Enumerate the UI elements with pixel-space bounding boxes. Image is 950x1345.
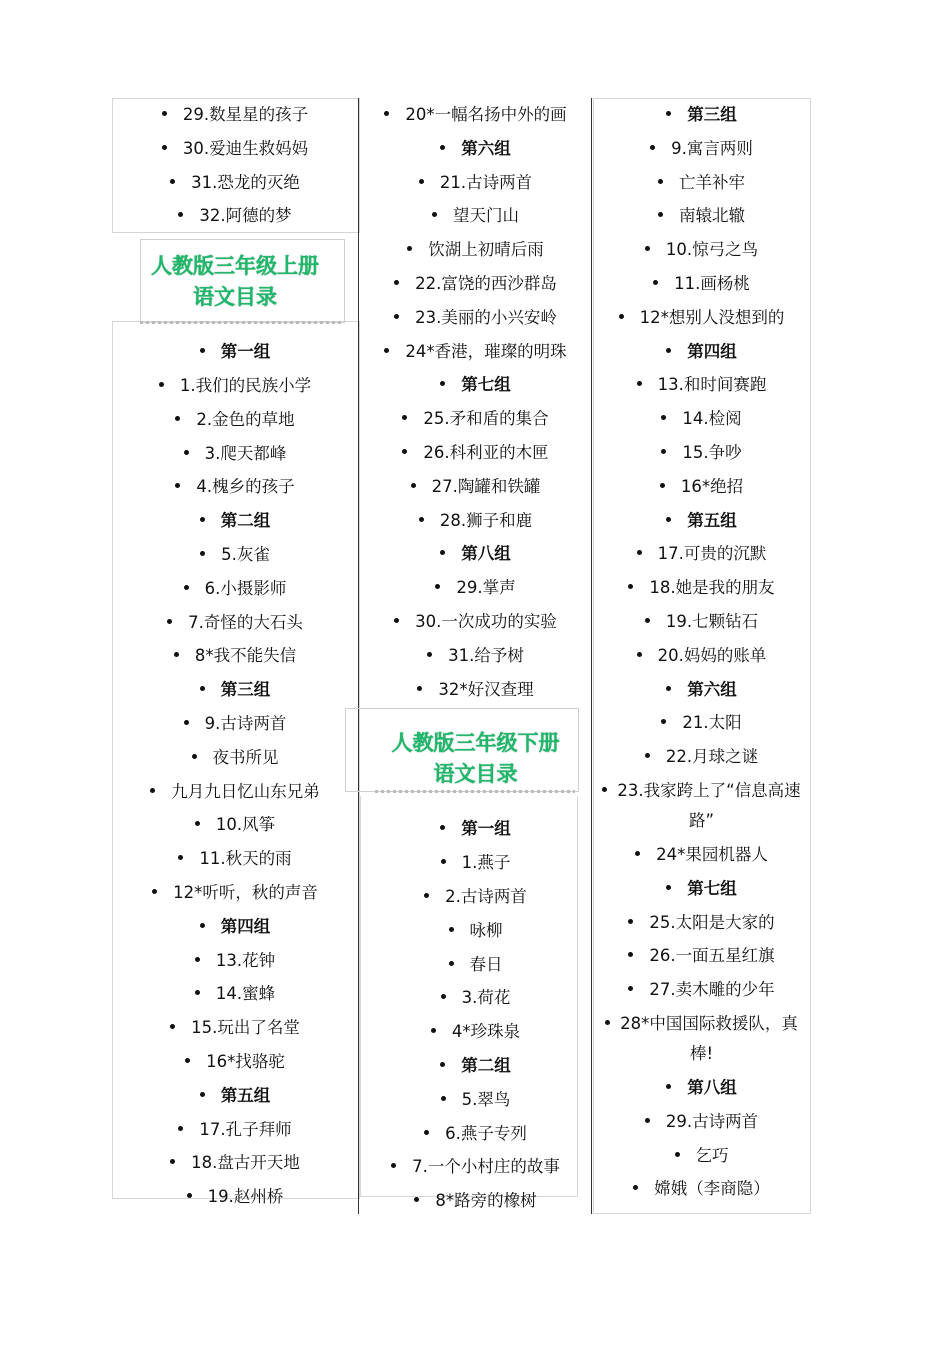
bullet-icon (178, 212, 183, 217)
lesson-list-grade3-vol1-end (112, 98, 358, 233)
list-item (593, 973, 810, 1007)
group-heading (593, 504, 810, 538)
bullet-icon (661, 415, 666, 420)
bullet-icon (424, 1130, 429, 1135)
bullet-icon (628, 952, 633, 957)
list-item (360, 267, 591, 301)
list-item (360, 571, 591, 605)
bullet-icon (628, 919, 633, 924)
bullet-icon (666, 1084, 671, 1089)
list-item (593, 740, 810, 774)
item-text: 20*一幅名扬中外的画 (405, 105, 567, 124)
bullet-icon (441, 859, 446, 864)
bullet-icon (660, 483, 665, 488)
bullet-icon (635, 851, 640, 856)
list-item (593, 267, 810, 301)
item-text: 春日 (469, 954, 503, 974)
list-item (112, 437, 358, 471)
list-item (593, 639, 810, 673)
list-item (112, 876, 358, 910)
item-text: 第八组 (461, 544, 511, 564)
list-item (360, 639, 591, 673)
list-item (112, 606, 358, 640)
bullet-icon (394, 280, 399, 285)
bullet-icon (435, 584, 440, 589)
bullet-icon (650, 145, 655, 150)
item-text: 2.古诗两首 (445, 886, 527, 906)
item-text: 30.爱迪生救妈妈 (182, 138, 309, 158)
bullet-icon (159, 382, 164, 387)
item-text: 21.太阳 (682, 713, 742, 733)
item-text: 1.燕子 (461, 853, 511, 873)
list-item (360, 846, 591, 880)
item-text: 20.妈妈的账单 (657, 645, 767, 665)
lesson-list-grade3-vol2-continued (593, 98, 810, 1206)
list-item (360, 981, 591, 1015)
item-text: 19.七颗钻石 (665, 611, 759, 631)
item-text: 8*路旁的橡树 (435, 1191, 537, 1211)
bullet-icon (184, 585, 189, 590)
item-text: 29.掌声 (456, 578, 516, 598)
item-text: 南辕北辙 (679, 206, 745, 226)
list-item (112, 775, 358, 809)
list-item (360, 1015, 591, 1049)
item-text: 饮湖上初晴后雨 (428, 240, 544, 260)
bullet-icon (170, 179, 175, 184)
list-item (112, 132, 358, 166)
list-item (112, 199, 358, 233)
bullet-icon (195, 821, 200, 826)
column-divider-right (591, 98, 592, 1214)
bullet-icon (170, 1159, 175, 1164)
list-item (593, 571, 810, 605)
bullet-icon (432, 212, 437, 217)
bullet-icon (184, 720, 189, 725)
group-heading (112, 335, 358, 369)
bullet-icon (414, 1197, 419, 1202)
item-text: 22.月球之谜 (665, 747, 759, 767)
book-title-line2: 语文目录 (433, 762, 518, 787)
item-text: 第五组 (687, 510, 737, 530)
book-title-grade3-vol1 (112, 237, 358, 333)
item-text: 18.盘古开天地 (191, 1153, 300, 1173)
list-item (360, 470, 591, 504)
bullet-icon (431, 1028, 436, 1033)
bullet-icon (653, 280, 658, 285)
group-heading (593, 1071, 810, 1105)
bullet-icon (200, 923, 205, 928)
item-text: 夜书所见 (212, 747, 279, 767)
list-item (593, 402, 810, 436)
bullet-icon (384, 348, 389, 353)
bullet-icon (185, 1058, 190, 1063)
item-text: 25.矛和盾的集合 (423, 409, 549, 429)
group-heading (593, 872, 810, 906)
bullet-icon (175, 483, 180, 488)
item-text: 10.风筝 (215, 815, 276, 835)
bullet-icon (449, 927, 454, 932)
item-text: 21.古诗两首 (439, 172, 533, 192)
item-text: 第六组 (461, 138, 511, 158)
bullet-icon (424, 893, 429, 898)
list-item (593, 132, 810, 166)
item-text: 3.荷花 (461, 988, 511, 1008)
list-item (593, 436, 810, 470)
bullet-icon (174, 652, 179, 657)
item-text: 30.一次成功的实验 (415, 611, 557, 631)
group-heading (593, 98, 810, 132)
bullet-icon (637, 652, 642, 657)
item-text: 17.可贵的沉默 (657, 544, 767, 564)
bullet-icon (440, 381, 445, 386)
book-title-grade3-vol2 (360, 706, 591, 802)
item-text: 第三组 (687, 105, 737, 124)
item-text: 25.太阳是大家的 (649, 912, 775, 932)
bullet-icon (628, 986, 633, 991)
item-text: 乞巧 (695, 1145, 729, 1165)
item-text: 6.小摄影师 (204, 578, 287, 598)
bullet-icon (666, 686, 671, 691)
column-1 (112, 98, 358, 1214)
item-text: 19.赵州桥 (207, 1187, 284, 1207)
item-text: 第七组 (687, 878, 737, 898)
list-item (593, 1007, 810, 1071)
item-text: 亡羊补牢 (679, 172, 745, 192)
list-item (112, 470, 358, 504)
item-text: 6.燕子专列 (445, 1123, 527, 1143)
group-heading (360, 368, 591, 402)
item-text: 28*中国国际救援队，真棒! (620, 1013, 798, 1063)
list-item (593, 939, 810, 973)
bullet-icon (441, 994, 446, 999)
list-item (593, 906, 810, 940)
item-text: 31.恐龙的灭绝 (191, 172, 300, 192)
list-item (593, 838, 810, 872)
list-item (112, 808, 358, 842)
bullet-icon (178, 1126, 183, 1131)
item-text: 第五组 (220, 1085, 271, 1105)
item-text: 32.阿德的梦 (199, 206, 292, 226)
item-text: 望天门山 (453, 206, 519, 226)
list-item (112, 1011, 358, 1045)
column-divider-left (358, 98, 359, 1214)
group-heading (360, 132, 591, 166)
list-item (360, 1083, 591, 1117)
item-text: 4*珍珠泉 (451, 1022, 521, 1042)
list-item (112, 977, 358, 1011)
bullet-icon (666, 517, 671, 522)
item-text: 29.古诗两首 (665, 1111, 759, 1131)
bullet-icon (170, 1024, 175, 1029)
bullet-icon (394, 314, 399, 319)
column-3 (593, 98, 810, 1206)
list-item (112, 1146, 358, 1180)
list-item (360, 98, 591, 132)
item-text: 第四组 (220, 916, 271, 936)
list-item (593, 166, 810, 200)
list-item (360, 605, 591, 639)
item-text: 8*我不能失信 (194, 646, 297, 666)
list-item (112, 403, 358, 437)
item-text: 11.画杨桃 (674, 273, 750, 293)
bullet-icon (162, 145, 167, 150)
bullet-icon (645, 618, 650, 623)
item-text: 13.和时间赛跑 (657, 375, 767, 395)
bullet-icon (628, 584, 633, 589)
lesson-list-grade3-vol1-continued (360, 98, 591, 706)
list-item (593, 1105, 810, 1139)
list-item (360, 914, 591, 948)
bullet-icon (200, 1092, 205, 1097)
lesson-list-grade3-vol2 (360, 812, 591, 1218)
bullet-icon (666, 348, 671, 353)
group-heading (112, 504, 358, 538)
bullet-icon (178, 855, 183, 860)
bullet-icon (440, 550, 445, 555)
list-item (112, 538, 358, 572)
group-heading (112, 673, 358, 707)
item-text: 3.爬天都峰 (204, 443, 287, 463)
item-text: 27.卖木雕的少年 (649, 980, 775, 1000)
bullet-icon (407, 246, 412, 251)
list-item (593, 605, 810, 639)
bullet-icon (441, 1096, 446, 1101)
bullet-icon (637, 381, 642, 386)
list-item (112, 842, 358, 876)
bullet-icon (658, 179, 663, 184)
list-item (593, 706, 810, 740)
bullet-icon (666, 111, 671, 116)
list-item (112, 944, 358, 978)
bullet-icon (417, 686, 422, 691)
bullet-icon (605, 1020, 610, 1025)
item-text: 23.我家跨上了“信息高速路” (617, 780, 801, 830)
item-text: 14.检阅 (682, 409, 742, 429)
bullet-icon (633, 1185, 638, 1190)
list-item (360, 1150, 591, 1184)
book-title-line1: 人教版三年级下册 (391, 731, 560, 756)
bullet-icon (391, 1163, 396, 1168)
list-item (593, 537, 810, 571)
item-text: 第四组 (687, 341, 737, 361)
list-item (112, 98, 358, 132)
bullet-icon (602, 787, 607, 792)
list-item (112, 639, 358, 673)
list-item (360, 1184, 591, 1218)
item-text: 24*香港，璀璨的明珠 (405, 341, 567, 361)
bullet-icon (449, 961, 454, 966)
item-text: 第八组 (687, 1077, 737, 1097)
item-text: 嫦娥（李商隐） (654, 1179, 770, 1199)
item-text: 5.翠鸟 (461, 1089, 511, 1109)
item-text: 2.金色的草地 (196, 409, 295, 429)
item-text: 13.花钟 (215, 950, 276, 970)
item-text: 第一组 (220, 342, 271, 362)
bullet-icon (394, 618, 399, 623)
item-text: 16*绝招 (680, 476, 744, 496)
bullet-icon (187, 1193, 192, 1198)
list-item (593, 233, 810, 267)
item-text: 7.奇怪的大石头 (188, 612, 303, 632)
bullet-icon (440, 145, 445, 150)
item-text: 14.蜜蜂 (215, 984, 276, 1004)
bullet-icon (192, 754, 197, 759)
list-item (593, 1139, 810, 1173)
bullet-icon (411, 483, 416, 488)
bullet-icon (175, 416, 180, 421)
item-text: 24*果园机器人 (656, 844, 768, 864)
item-text: 1.我们的民族小学 (179, 375, 312, 395)
item-text: 10.惊弓之鸟 (665, 240, 759, 260)
list-item (112, 1113, 358, 1147)
list-item (360, 880, 591, 914)
bullet-icon (200, 551, 205, 556)
item-text: 九月九日忆山东兄弟 (171, 781, 320, 801)
lesson-list-grade3-vol1 (112, 335, 358, 1214)
book-title-line2: 语文目录 (193, 285, 277, 310)
bullet-icon (645, 246, 650, 251)
group-heading (360, 1049, 591, 1083)
bullet-icon (195, 957, 200, 962)
item-text: 31.给予树 (448, 645, 524, 665)
list-item (593, 774, 810, 838)
list-item (112, 741, 358, 775)
item-text: 23.美丽的小兴安岭 (415, 307, 557, 327)
item-text: 18.她是我的朋友 (649, 578, 775, 598)
item-text: 27.陶罐和铁罐 (431, 476, 541, 496)
item-text: 26.科利亚的木匣 (423, 442, 549, 462)
item-text: 第二组 (461, 1055, 511, 1075)
item-text: 17.孔子拜师 (199, 1119, 292, 1139)
item-text: 4.槐乡的孩子 (196, 477, 295, 497)
bullet-icon (200, 348, 205, 353)
item-text: 9.古诗两首 (204, 713, 287, 733)
item-text: 22.富饶的西沙群岛 (415, 273, 557, 293)
group-heading (593, 673, 810, 707)
column-2 (360, 98, 591, 1218)
list-item (360, 948, 591, 982)
item-text: 12*听听，秋的声音 (173, 882, 318, 902)
list-item (360, 166, 591, 200)
item-text: 第一组 (461, 819, 511, 839)
item-text: 15.玩出了名堂 (191, 1018, 300, 1038)
bullet-icon (658, 212, 663, 217)
bullet-icon (675, 1152, 680, 1157)
book-title-line1: 人教版三年级上册 (151, 254, 319, 279)
item-text: 12*想别人没想到的 (639, 307, 785, 327)
bullet-icon (419, 179, 424, 184)
list-item (360, 436, 591, 470)
list-item (360, 233, 591, 267)
item-text: 第三组 (220, 680, 271, 700)
bullet-icon (402, 415, 407, 420)
bullet-icon (619, 314, 624, 319)
item-text: 5.灰雀 (221, 544, 270, 564)
list-item (593, 301, 810, 335)
bullet-icon (184, 450, 189, 455)
bullet-icon (661, 719, 666, 724)
list-item (112, 369, 358, 403)
bullet-icon (200, 517, 205, 522)
bullet-icon (152, 889, 157, 894)
bullet-icon (384, 111, 389, 116)
bullet-icon (645, 1118, 650, 1123)
item-text: 11.秋天的雨 (199, 849, 292, 869)
list-item (360, 1117, 591, 1151)
list-item (112, 1045, 358, 1079)
list-item (360, 301, 591, 335)
list-item (360, 504, 591, 538)
item-text: 7.一个小村庄的故事 (412, 1157, 560, 1177)
item-text: 9.寓言两则 (671, 138, 753, 158)
bullet-icon (637, 550, 642, 555)
bullet-icon (150, 788, 155, 793)
item-text: 29.数星星的孩子 (182, 105, 309, 124)
group-heading (593, 335, 810, 369)
list-item (360, 199, 591, 233)
group-heading (360, 537, 591, 571)
item-text: 咏柳 (469, 920, 503, 940)
group-heading (360, 812, 591, 846)
item-text: 28.狮子和鹿 (439, 510, 533, 530)
list-item (112, 707, 358, 741)
list-item (360, 673, 591, 707)
bullet-icon (427, 652, 432, 657)
bullet-icon (645, 753, 650, 758)
group-heading (112, 910, 358, 944)
list-item (360, 402, 591, 436)
item-text: 15.争吵 (682, 442, 742, 462)
bullet-icon (402, 449, 407, 454)
item-text: 26.一面五星红旗 (649, 946, 775, 966)
bullet-icon (167, 619, 172, 624)
bullet-icon (162, 111, 167, 116)
list-item (593, 470, 810, 504)
bullet-icon (661, 449, 666, 454)
bullet-icon (440, 825, 445, 830)
item-text: 16*找骆驼 (206, 1051, 285, 1071)
list-item (593, 1172, 810, 1206)
group-heading (112, 1079, 358, 1113)
bullet-icon (666, 885, 671, 890)
item-text: 第六组 (687, 679, 737, 699)
item-text: 第二组 (220, 511, 271, 531)
list-item (593, 199, 810, 233)
bullet-icon (195, 990, 200, 995)
item-text: 32*好汉查理 (438, 679, 534, 699)
list-item (112, 572, 358, 606)
bullet-icon (440, 1062, 445, 1067)
bullet-icon (419, 517, 424, 522)
list-item (360, 335, 591, 369)
bullet-icon (200, 686, 205, 691)
list-item (112, 1180, 358, 1214)
list-item (593, 368, 810, 402)
item-text: 第七组 (461, 375, 511, 395)
list-item (112, 166, 358, 200)
